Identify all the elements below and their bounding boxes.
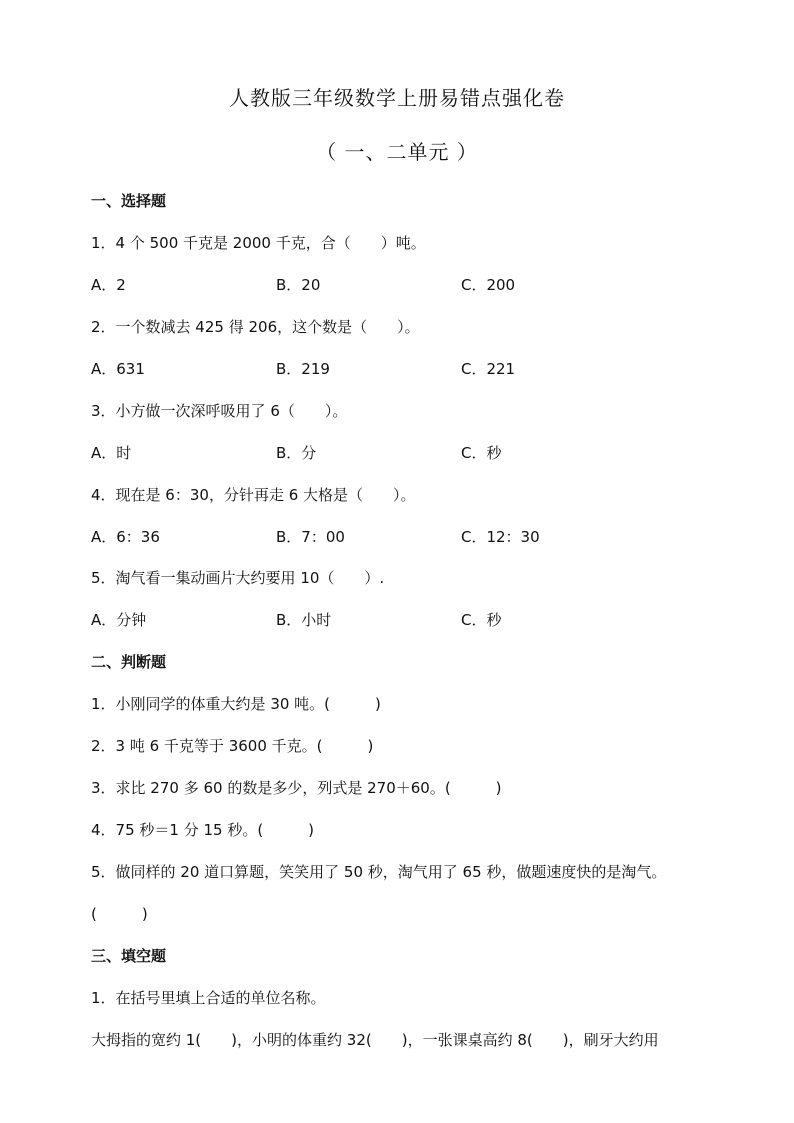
section-heading-choice: 一、选择题	[91, 192, 167, 210]
judgement-item: 2．3 吨 6 千克等于 3600 千克。( )	[91, 737, 374, 755]
judgement-answer-blank: ( )	[91, 905, 148, 923]
fill-item: 大拇指的宽约 1( )，小明的体重约 32( )，一张课桌高约 8( )，刷牙大约用	[91, 1031, 659, 1049]
document-subtitle: （ 一、二单元 ）	[316, 140, 478, 164]
option-c: C．12：30	[461, 528, 540, 546]
option-a: A．631	[91, 360, 145, 378]
section-heading-judgement: 二、判断题	[91, 653, 167, 671]
option-c: C．221	[461, 360, 516, 378]
question-text: 2．一个数减去 425 得 206，这个数是（ ）。	[91, 318, 420, 336]
option-a: A．分钟	[91, 611, 147, 629]
option-c: C．200	[461, 276, 516, 294]
option-c: C．秒	[461, 444, 502, 462]
question-text: 3．小方做一次深呼吸用了 6（ ）。	[91, 402, 348, 420]
option-c: C．秒	[461, 611, 502, 629]
section-heading-fill-blank: 三、填空题	[91, 947, 167, 965]
question-text: 1．4 个 500 千克是 2000 千克，合（ ）吨。	[91, 234, 426, 252]
question-text: 5．淘气看一集动画片大约要用 10（ ）.	[91, 569, 385, 587]
option-b: B．7：00	[276, 528, 345, 546]
judgement-item: 4．75 秒＝1 分 15 秒。( )	[91, 821, 315, 839]
judgement-item: 3．求比 270 多 60 的数是多少，列式是 270＋60。( )	[91, 779, 502, 797]
option-b: B．小时	[276, 611, 332, 629]
option-b: B．分	[276, 444, 317, 462]
fill-item: 1．在括号里填上合适的单位名称。	[91, 989, 326, 1007]
option-a: A．时	[91, 444, 132, 462]
option-b: B．219	[276, 360, 330, 378]
document-title: 人教版三年级数学上册易错点强化卷	[229, 86, 565, 110]
option-a: A．2	[91, 276, 126, 294]
question-text: 4．现在是 6：30，分针再走 6 大格是（ ）。	[91, 486, 416, 504]
option-a: A．6：36	[91, 528, 160, 546]
judgement-item: 5．做同样的 20 道口算题，笑笑用了 50 秒，淘气用了 65 秒，做题速度快的是淘气。	[91, 863, 667, 881]
judgement-item: 1．小刚同学的体重大约是 30 吨。( )	[91, 695, 381, 713]
option-b: B．20	[276, 276, 321, 294]
